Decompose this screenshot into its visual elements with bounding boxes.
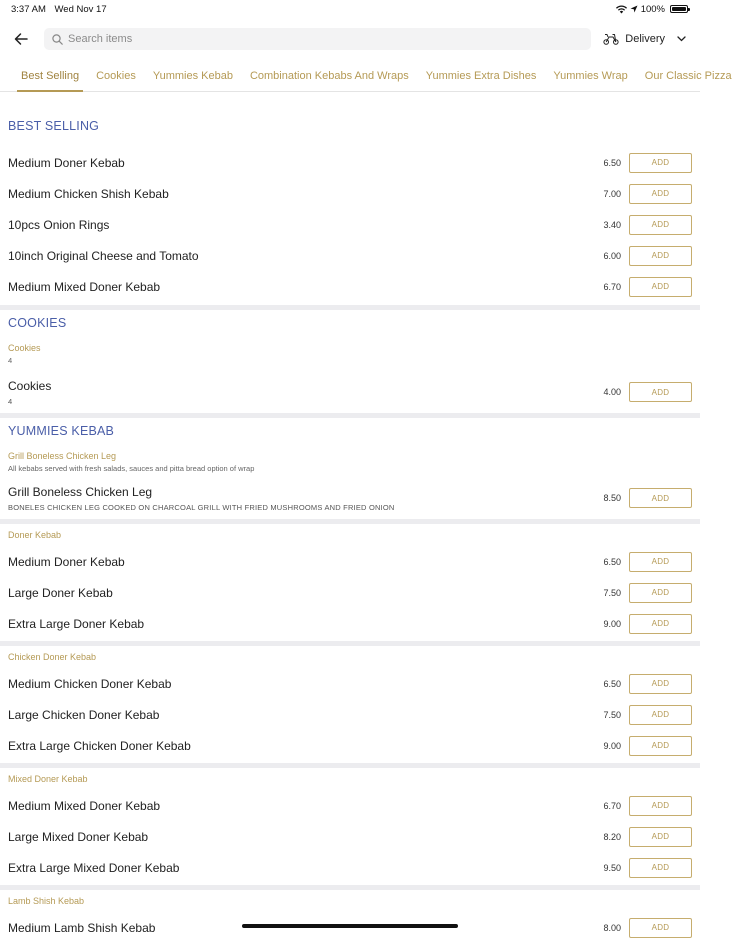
item-price: 8.00 [603, 922, 621, 933]
tab-yummies-wrap[interactable]: Yummies Wrap [553, 69, 628, 82]
location-arrow-icon [630, 5, 638, 13]
item-price: 6.50 [603, 556, 621, 567]
add-button[interactable]: ADD [629, 583, 692, 603]
item-price: 6.50 [603, 157, 621, 168]
item-price: 7.00 [603, 188, 621, 199]
add-button[interactable]: ADD [629, 827, 692, 847]
menu-item [0, 668, 700, 699]
arrow-left-icon [14, 33, 28, 45]
tab-best-selling[interactable]: Best Selling [21, 60, 79, 91]
item-name: Medium Mixed Doner Kebab [8, 798, 161, 813]
section-best-selling [0, 92, 700, 310]
menu-item [0, 178, 700, 209]
item-name: Medium Chicken Doner Kebab [8, 676, 172, 691]
section-yummies-kebab [0, 418, 700, 524]
search-icon [52, 34, 63, 45]
status-left [11, 4, 113, 15]
menu-item [0, 209, 700, 240]
tab-our-classic-pizza[interactable]: Our Classic Pizza [644, 69, 732, 82]
status-bar [0, 0, 700, 18]
menu-item [0, 240, 700, 271]
item-price: 6.00 [603, 250, 621, 261]
menu-item [0, 546, 700, 577]
section-lamb-shish-kebab [0, 890, 700, 943]
tab-combination-kebabs-and-wraps[interactable]: Combination Kebabs And Wraps [249, 69, 409, 82]
item-name: Extra Large Doner Kebab [8, 616, 145, 631]
item-name: Grill Boneless Chicken Leg [8, 484, 153, 499]
item-name: Large Chicken Doner Kebab [8, 707, 160, 722]
item-name: 10inch Original Cheese and Tomato [8, 248, 199, 263]
header [0, 18, 700, 60]
scooter-icon [603, 33, 619, 45]
item-name: Medium Lamb Shish Kebab [8, 920, 156, 935]
item-price: 9.00 [603, 740, 621, 751]
group-description: 4 [8, 356, 13, 365]
item-name: Large Doner Kebab [8, 585, 113, 600]
tab-yummies-extra-dishes[interactable]: Yummies Extra Dishes [425, 69, 537, 82]
menu-item [0, 147, 700, 178]
status-right [616, 4, 688, 15]
status-date: Wed Nov 17 [54, 3, 107, 15]
home-indicator [242, 924, 458, 928]
group-label: Lamb Shish Kebab [8, 896, 85, 906]
search-bar[interactable] [44, 28, 591, 50]
section-doner-kebab [0, 524, 700, 646]
group-description: All kebabs served with fresh salads, sauces and pitta bread option of wrap [8, 464, 255, 473]
item-description: BONELES CHICKEN LEG COOKED ON CHARCOAL GRILL WITH FRIED MUSHROOMS AND FRIED ONION [8, 502, 395, 512]
tab-cookies[interactable]: Cookies [96, 69, 136, 82]
item-name: Medium Chicken Shish Kebab [8, 186, 169, 201]
menu-item [0, 608, 700, 639]
add-button[interactable]: ADD [629, 382, 692, 402]
add-button[interactable]: ADD [629, 918, 692, 938]
section-chicken-doner-kebab [0, 646, 700, 768]
back-button[interactable] [10, 28, 32, 50]
item-name: Cookies [8, 378, 52, 393]
menu-item [0, 699, 700, 730]
item-price: 7.50 [603, 587, 621, 598]
menu-item [0, 377, 700, 407]
group-label: Chicken Doner Kebab [8, 652, 97, 662]
menu-item [0, 271, 700, 302]
section-mixed-doner-kebab [0, 768, 700, 890]
item-name: Medium Doner Kebab [8, 554, 125, 569]
add-button[interactable]: ADD [629, 858, 692, 878]
menu-item [0, 483, 700, 513]
tab-yummies-kebab[interactable]: Yummies Kebab [152, 69, 233, 82]
menu-item [0, 730, 700, 761]
section-title: COOKIES [8, 316, 67, 330]
section-title: BEST SELLING [8, 119, 100, 133]
item-name: Medium Mixed Doner Kebab [8, 279, 161, 294]
add-button[interactable]: ADD [629, 153, 692, 173]
chevron-down-icon [677, 36, 686, 42]
item-price: 3.40 [603, 219, 621, 230]
menu-item [0, 821, 700, 852]
item-price: 8.50 [603, 493, 621, 503]
item-name: Large Mixed Doner Kebab [8, 829, 149, 844]
menu-item [0, 790, 700, 821]
group-label: Grill Boneless Chicken Leg [8, 451, 117, 461]
item-price: 6.50 [603, 678, 621, 689]
section-cookies [0, 310, 700, 418]
menu-item [0, 577, 700, 608]
section-title: YUMMIES KEBAB [8, 424, 115, 438]
item-price: 9.50 [603, 862, 621, 873]
item-price: 8.20 [603, 831, 621, 842]
battery-percent: 100% [640, 3, 665, 15]
menu-item [0, 852, 700, 883]
item-description: 4 [8, 396, 13, 406]
add-button[interactable]: ADD [629, 277, 692, 297]
item-name: Medium Doner Kebab [8, 155, 125, 170]
add-button[interactable]: ADD [629, 552, 692, 572]
wifi-icon [616, 5, 627, 14]
add-button[interactable]: ADD [629, 674, 692, 694]
item-price: 4.00 [603, 387, 621, 397]
group-label: Cookies [8, 343, 41, 353]
item-price: 6.70 [603, 281, 621, 292]
add-button[interactable]: ADD [629, 614, 692, 634]
add-button[interactable]: ADD [629, 184, 692, 204]
delivery-label: Delivery [625, 33, 665, 45]
item-name: Extra Large Mixed Doner Kebab [8, 860, 180, 875]
add-button[interactable]: ADD [629, 246, 692, 266]
item-name: Extra Large Chicken Doner Kebab [8, 738, 191, 753]
item-price: 9.00 [603, 618, 621, 629]
category-tabs [0, 60, 732, 92]
item-price: 7.50 [603, 709, 621, 720]
battery-icon [670, 5, 688, 13]
add-button[interactable]: ADD [629, 796, 692, 816]
status-time: 3:37 AM [11, 3, 46, 15]
add-button[interactable]: ADD [629, 736, 692, 756]
item-price: 6.70 [603, 800, 621, 811]
add-button[interactable]: ADD [629, 215, 692, 235]
search-input[interactable] [68, 33, 583, 45]
group-label: Mixed Doner Kebab [8, 774, 88, 784]
group-label: Doner Kebab [8, 530, 62, 540]
item-name: 10pcs Onion Rings [8, 217, 110, 232]
delivery-selector[interactable] [603, 33, 690, 45]
add-button[interactable]: ADD [629, 705, 692, 725]
add-button[interactable]: ADD [629, 488, 692, 508]
